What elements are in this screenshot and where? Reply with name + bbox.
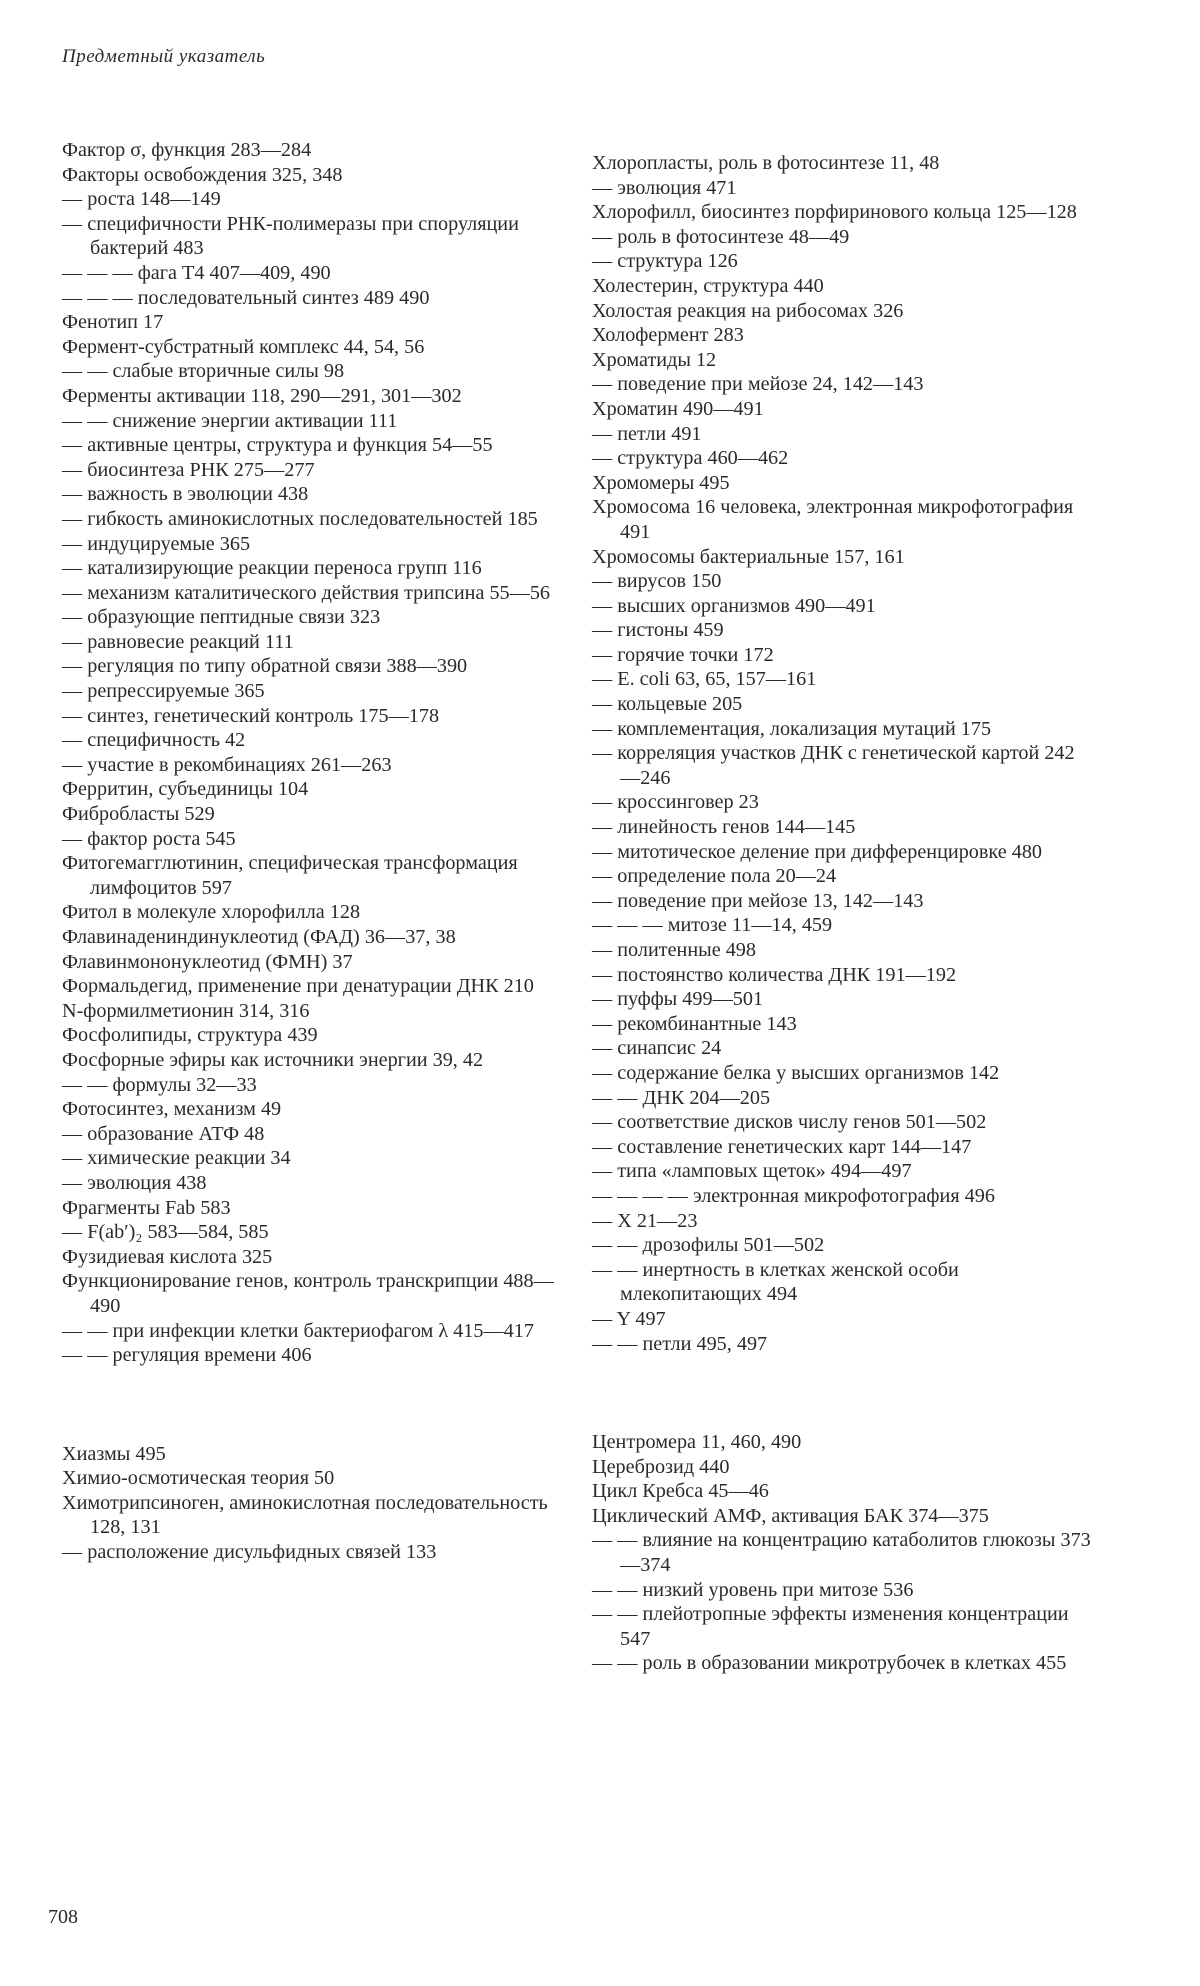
index-entry: — катализирующие реакции переноса групп 116 (62, 557, 482, 580)
index-entry: — механизм каталитического действия трипсина 55—56 (62, 581, 551, 604)
index-entry: — образование АТФ 48 (62, 1122, 265, 1145)
index-entry: — биосинтеза РНК 275—277 (62, 458, 315, 481)
index-entry: Флавинмононуклеотид (ФМН) 37 (62, 950, 353, 973)
index-entry: — — влияние на концентрацию катаболитов глюкозы 373—374 (592, 1529, 1091, 1577)
index-entry: Факторы освобождения 325, 348 (62, 163, 343, 186)
index-entry: — — — — электронная микрофотография 496 (592, 1184, 995, 1207)
index-entry: — роста 148—149 (62, 188, 221, 211)
index-entry: — корреляция участков ДНК с генетической картой 242—246 (592, 742, 1075, 789)
index-entry: Хроматиды 12 (592, 348, 717, 371)
index-entry: — поведение при мейозе 24, 142—143 (592, 373, 924, 396)
index-entry: — эволюция 471 (592, 176, 737, 199)
index-entry: — — регуляция времени 406 (62, 1344, 312, 1367)
index-entry: — роль в фотосинтезе 48—49 (592, 225, 850, 248)
index-entry: — Y 497 (592, 1307, 666, 1330)
index-entry: — синапсис 24 (592, 1037, 722, 1060)
index-entry: — гистоны 459 (592, 619, 724, 642)
index-entry: N-формилметионин 314, 316 (62, 999, 310, 1022)
index-entry: — E. coli 63, 65, 157—161 (592, 668, 817, 691)
index-entry: — активные центры, структура и функция 54—55 (62, 434, 493, 457)
index-entry: Фосфолипиды, структура 439 (62, 1024, 318, 1047)
index-entry: — расположение дисульфидных связей 133 (62, 1541, 437, 1564)
index-entry: Химио-осмотическая теория 50 (62, 1467, 335, 1490)
index-entry: Ферритин, субъединицы 104 (62, 778, 309, 801)
running-head: Предметный указатель (62, 46, 266, 67)
index-entry: Хромомеры 495 (592, 471, 730, 494)
index-entry: — комплементация, локализация мутаций 175 (592, 717, 992, 740)
index-entry: Фитогемагглютинин, специфическая трансформация лимфоцитов 597 (62, 852, 518, 899)
index-entry: Функционирование генов, контроль транскрипции 488—490 (62, 1270, 554, 1317)
index-entry: Циклический АМФ, активация БАК 374—375 (592, 1504, 989, 1527)
index-entry: Холестерин, структура 440 (592, 274, 824, 297)
index-entry: Фибробласты 529 (62, 803, 215, 826)
index-group-ts (592, 1430, 1094, 1676)
index-entry: — гибкость аминокислотных последовательностей 185 (62, 507, 538, 530)
index-entry: — — петли 495, 497 (592, 1332, 768, 1355)
index-entry: Хиазмы 495 (62, 1442, 166, 1465)
index-group-f (62, 138, 564, 1368)
index-entry: — образующие пептидные связи 323 (62, 606, 381, 629)
index-entry: — структура 460—462 (592, 447, 789, 470)
index-entry: — — при инфекции клетки бактериофагом λ 415—417 (62, 1319, 534, 1342)
index-entry: — индуцируемые 365 (62, 532, 251, 555)
index-entry: — — — фага Т4 407—409, 490 (62, 261, 331, 284)
index-entry: — вирусов 150 (592, 570, 722, 593)
index-entry: Фрагменты Fab 583 (62, 1196, 231, 1219)
index-entry: — — — митозе 11—14, 459 (592, 914, 833, 937)
index-entry: — — снижение энергии активации 111 (62, 409, 398, 432)
index-entry: Фактор σ, функция 283—284 (62, 139, 312, 161)
index-entry: — химические реакции 34 (62, 1147, 291, 1170)
index-entry: Хлоропласты, роль в фотосинтезе 11, 48 (592, 152, 940, 174)
index-entry: — — низкий уровень при митозе 536 (592, 1578, 914, 1601)
index-entry: — — дрозофилы 501—502 (592, 1234, 825, 1257)
index-entry: Хроматин 490—491 (592, 397, 764, 420)
index-entry: Цереброзид 440 (592, 1455, 730, 1478)
index-entry: — — ДНК 204—205 (592, 1086, 771, 1109)
index-entry: Хромосома 16 человека, электронная микрофотография 491 (592, 496, 1074, 543)
index-entry: Химотрипсиноген, аминокислотная последовательность 128, 131 (62, 1491, 548, 1539)
index-entry: — определение пола 20—24 (592, 865, 837, 888)
index-group-kh (62, 1442, 564, 1565)
index-entry: — составление генетических карт 144—147 (592, 1135, 972, 1158)
index-entry: — — роль в образовании микротрубочек в клетках 455 (592, 1652, 1067, 1675)
index-entry: — митотическое деление при дифференцировке 480 (592, 840, 1043, 863)
index-entry: — рекомбинантные 143 (592, 1012, 797, 1035)
index-entry: Фосфорные эфиры как источники энергии 39, 42 (62, 1048, 484, 1071)
index-entry: — участие в рекомбинациях 261—263 (62, 753, 392, 776)
index-entry: — репрессируемые 365 (62, 680, 265, 703)
index-entry: Фенотип 17 (62, 311, 164, 334)
index-entry: — важность в эволюции 438 (62, 483, 309, 506)
index-entry: Фитол в молекуле хлорофилла 128 (62, 901, 361, 924)
index-entry: — линейность генов 144—145 (592, 816, 856, 839)
index-entry: Холостая реакция на рибосомах 326 (592, 299, 904, 322)
index-entry: — специфичности РНК-полимеразы при споруляции бактерий 483 (62, 212, 519, 260)
index-entry: — фактор роста 545 (62, 827, 236, 850)
index-entry: Формальдегид, применение при денатурации ДНК 210 (62, 975, 534, 998)
index-entry: — X 21—23 (592, 1209, 698, 1232)
index-entry: — горячие точки 172 (592, 643, 774, 666)
index-entry: — содержание белка у высших организмов 142 (592, 1061, 1000, 1084)
index-entry: Хромосомы бактериальные 157, 161 (592, 545, 905, 568)
index-entry: — равновесие реакций 111 (62, 630, 294, 653)
index-entry: — — слабые вторичные силы 98 (62, 360, 345, 383)
index-entry: — кроссинговер 23 (592, 791, 759, 814)
page-number: 708 (48, 1906, 78, 1928)
index-entry: Цикл Кребса 45—46 (592, 1480, 769, 1503)
index-entry: — F(ab′)₂ 583—584, 585 (62, 1221, 269, 1244)
index-group-kh-continued (592, 151, 1094, 1356)
index-entry: — — — последовательный синтез 489 490 (62, 286, 430, 309)
index-entry: Хлорофилл, биосинтез порфиринового кольца 125—128 (592, 201, 1077, 224)
group-gap (592, 1356, 1094, 1430)
index-entry: Ферменты активации 118, 290—291, 301—302 (62, 384, 462, 407)
index-entry: — петли 491 (592, 422, 702, 445)
index-entry: — — формулы 32—33 (62, 1073, 257, 1096)
group-gap (62, 1368, 564, 1442)
index-column-left (62, 138, 564, 1565)
index-entry: — — плейотропные эффекты изменения концентрации 547 (592, 1603, 1069, 1650)
index-entry: — кольцевые 205 (592, 693, 743, 716)
index-entry: — поведение при мейозе 13, 142—143 (592, 889, 924, 912)
index-entry: Центромера 11, 460, 490 (592, 1431, 802, 1454)
index-column-right (592, 151, 1094, 1676)
index-entry: Флавинадениндинуклеотид (ФАД) 36—37, 38 (62, 926, 456, 948)
index-entry: Холофермент 283 (592, 324, 744, 347)
index-entry: Фотосинтез, механизм 49 (62, 1098, 282, 1121)
index-entry: — соответствие дисков числу генов 501—502 (592, 1111, 987, 1134)
index-entry: — синтез, генетический контроль 175—178 (62, 704, 440, 727)
index-entry: Фузидиевая кислота 325 (62, 1245, 273, 1268)
index-entry: — пуффы 499—501 (592, 988, 764, 1011)
index-entry: — высших организмов 490—491 (592, 594, 876, 617)
index-entry: — эволюция 438 (62, 1171, 207, 1194)
index-entry: — структура 126 (592, 250, 738, 273)
index-entry: Фермент-субстратный комплекс 44, 54, 56 (62, 335, 425, 358)
index-entry: — — инертность в клетках женской особи млекопитающих 494 (592, 1258, 959, 1306)
index-entry: — постоянство количества ДНК 191—192 (592, 963, 957, 986)
index-entry: — специфичность 42 (62, 729, 246, 752)
index-entry: — типа «ламповых щеток» 494—497 (592, 1160, 912, 1183)
index-entry: — политенные 498 (592, 939, 756, 961)
index-entry: — регуляция по типу обратной связи 388—390 (62, 655, 468, 678)
